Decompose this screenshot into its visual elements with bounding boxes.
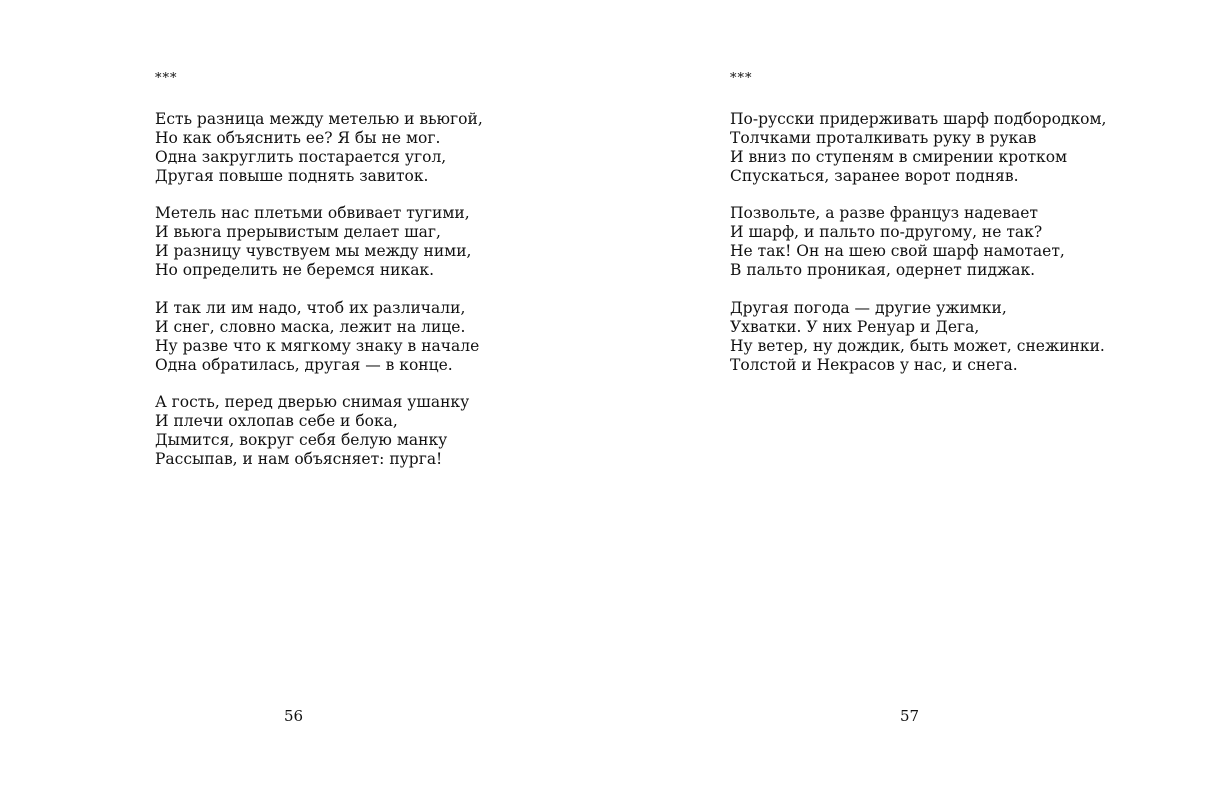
verse-line: Метель нас плетьми обвивает тугими, xyxy=(155,204,470,223)
verse-line: Ну ветер, ну дождик, быть может, снежинки. xyxy=(730,336,1105,355)
stanza xyxy=(155,299,483,375)
verse-line: Толчками проталкивать руку в рукав xyxy=(730,128,1037,147)
verse-line: А гость, перед дверью снимая ушанку xyxy=(155,393,470,412)
verse-line: Толстой и Некрасов у нас, и снега. xyxy=(730,355,1018,374)
poem xyxy=(730,70,1106,393)
stanza xyxy=(730,299,1106,375)
page-number: 57 xyxy=(900,707,920,725)
poem xyxy=(155,70,483,488)
verse-line: Ну разве что к мягкому знаку в начале xyxy=(155,336,480,355)
verse-line: Рассыпав, и нам объясняет: пурга! xyxy=(155,450,443,469)
verse-line: Другая погода — другие ужимки, xyxy=(730,298,1007,317)
stanza xyxy=(155,204,483,280)
verse-line: Спускаться, заранее ворот подняв. xyxy=(730,166,1019,185)
stanza xyxy=(155,110,483,186)
verse-line: И вьюга прерывистым делает шаг, xyxy=(155,223,441,242)
verse-line: По-русски придерживать шарф подбородком, xyxy=(730,109,1107,128)
verse-line: И разницу чувствуем мы между ними, xyxy=(155,242,472,261)
right-page xyxy=(606,0,1212,800)
stanza xyxy=(730,204,1106,280)
verse-line: Дымится, вокруг себя белую манку xyxy=(155,431,448,450)
section-separator: *** xyxy=(155,71,178,86)
verse-line: Другая повыше поднять завиток. xyxy=(155,166,429,185)
verse-line: Не так! Он на шею свой шарф намотает, xyxy=(730,242,1065,261)
verse-line: Но как объяснить ее? Я бы не мог. xyxy=(155,128,441,147)
verse-line: В пальто проникая, одернет пиджак. xyxy=(730,261,1036,280)
verse-line: Одна обратилась, другая — в конце. xyxy=(155,355,453,374)
stanza xyxy=(730,110,1106,186)
verse-line: Есть разница между метелью и вьюгой, xyxy=(155,109,483,128)
verse-line: Позвольте, а разве француз надевает xyxy=(730,204,1038,223)
verse-line: И так ли им надо, чтоб их различали, xyxy=(155,298,466,317)
verse-line: И снег, словно маска, лежит на лице. xyxy=(155,317,466,336)
stanza xyxy=(155,393,483,469)
verse-line: И плечи охлопав себе и бока, xyxy=(155,412,398,431)
verse-line: Одна закруглить постарается угол, xyxy=(155,147,447,166)
page-number: 56 xyxy=(284,707,304,725)
verse-line: Ухватки. У них Ренуар и Дега, xyxy=(730,317,980,336)
section-separator: *** xyxy=(730,71,753,86)
verse-line: И шарф, и пальто по-другому, не так? xyxy=(730,223,1043,242)
verse-line: Но определить не беремся никак. xyxy=(155,261,435,280)
verse-line: И вниз по ступеням в смирении кротком xyxy=(730,147,1068,166)
